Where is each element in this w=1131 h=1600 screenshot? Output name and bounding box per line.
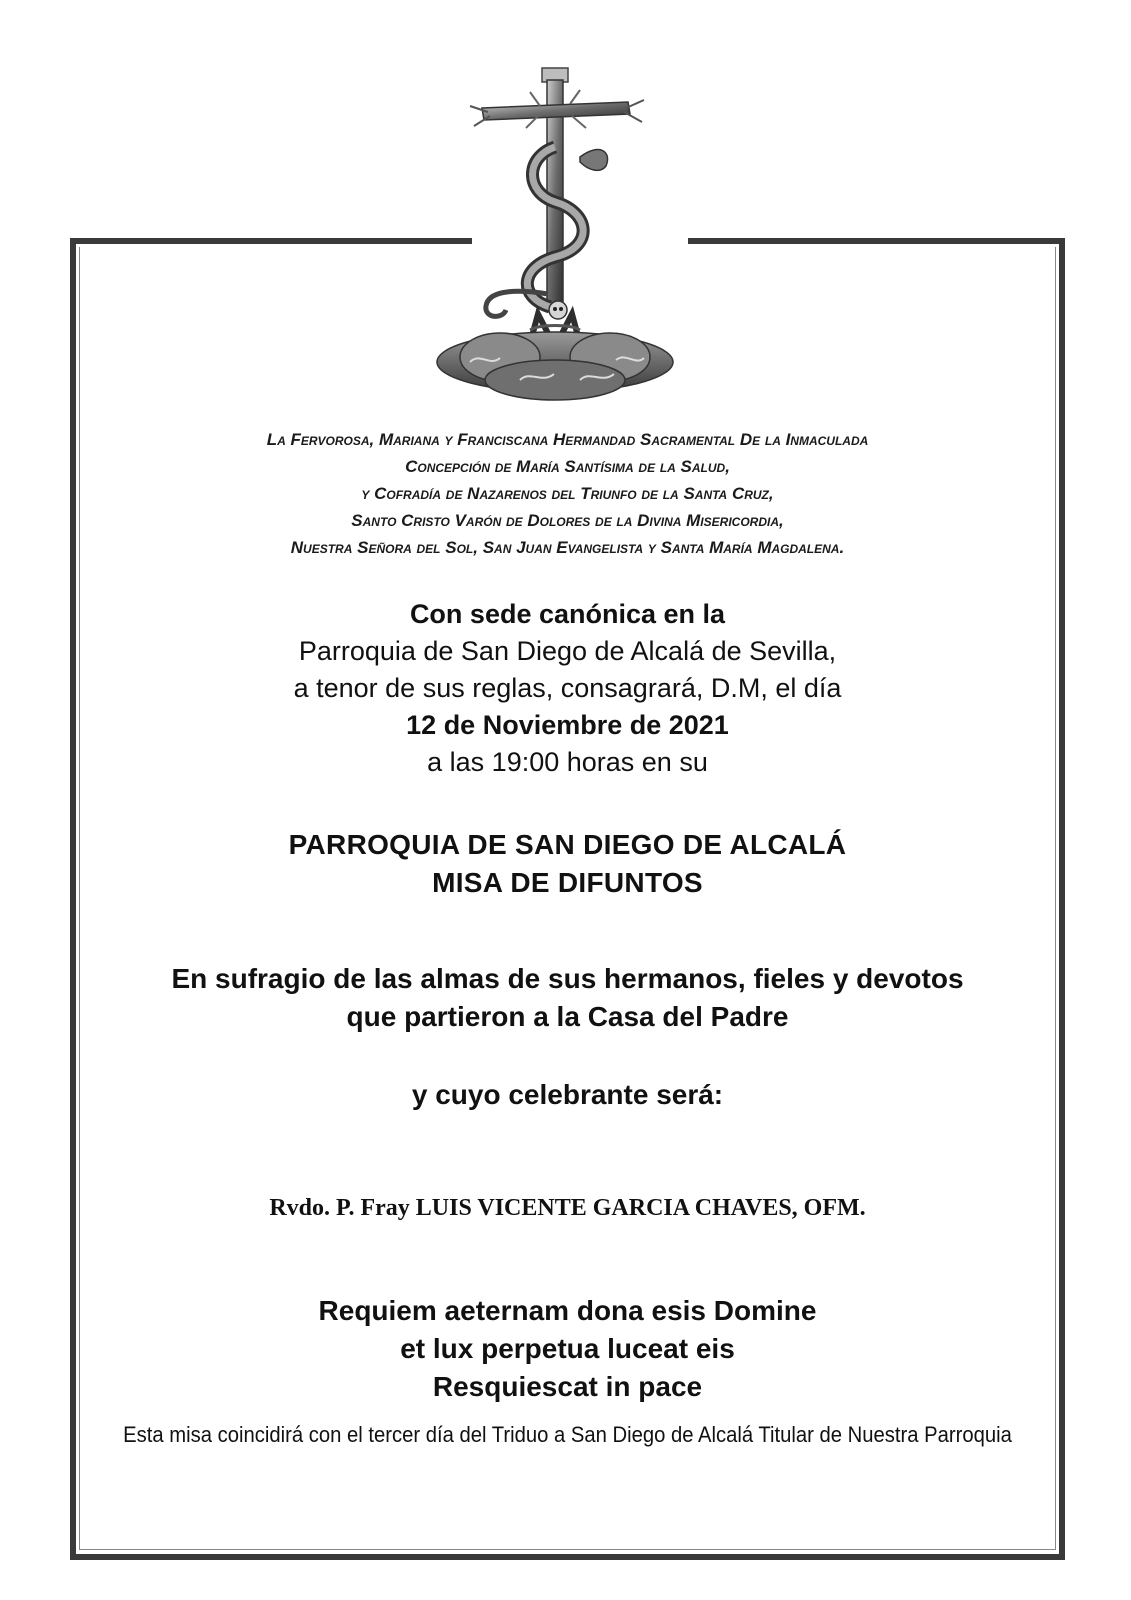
event-time: a las 19:00 horas en su — [427, 747, 708, 777]
sede-parish: Parroquia de San Diego de Alcalá de Sevilla, — [298, 636, 837, 666]
brotherhood-name — [80, 426, 1055, 561]
sufragio-line: que partieron a la Casa del Padre — [346, 1001, 789, 1032]
parish-name: PARROQUIA DE SAN DIEGO DE ALCALÁ — [288, 829, 847, 860]
frame-top-right-border — [688, 238, 1065, 244]
frame-bottom-border — [70, 1554, 1065, 1560]
cross-serpent-monogram-emblem-icon — [430, 62, 680, 412]
brotherhood-line: Concepción de María Santísima de la Salud, — [405, 457, 730, 476]
frame-left-border — [70, 238, 76, 1560]
sede-section — [80, 596, 1055, 781]
sufragio-section — [80, 960, 1055, 1036]
brotherhood-line: La Fervorosa, Mariana y Franciscana Hermandad Sacramental De la Inmaculada — [266, 430, 869, 449]
requiem-line: Requiem aeternam dona esis Domine — [318, 1295, 817, 1326]
event-date: 12 de Noviembre de 2021 — [406, 710, 729, 740]
requiem-line: Resquiescat in pace — [432, 1371, 703, 1402]
brotherhood-line: Santo Cristo Varón de Dolores de la Divina Misericordia, — [351, 511, 784, 530]
brotherhood-line: y Cofradía de Nazarenos del Triunfo de la Santa Cruz, — [361, 484, 774, 503]
footer-note: Esta misa coincidirá con el tercer día del Triduo a San Diego de Alcalá Titular de Nuestra Parroquia — [123, 1422, 1012, 1447]
sufragio-line: En sufragio de las almas de sus hermanos, fieles y devotos — [171, 963, 964, 994]
event-title — [80, 826, 1055, 902]
mass-name: MISA DE DIFUNTOS — [432, 867, 703, 898]
celebrante-label: y cuyo celebrante será: — [411, 1079, 724, 1110]
frame-right-border — [1059, 238, 1065, 1560]
priest-name: Rvdo. P. Fray LUIS VICENTE GARCIA CHAVES, OFM. — [269, 1195, 866, 1221]
brotherhood-line: Nuestra Señora del Sol, San Juan Evangelista y Santa María Magdalena. — [290, 538, 845, 557]
sede-intro: Con sede canónica en la — [409, 599, 726, 629]
sede-consecration: a tenor de sus reglas, consagrará, D.M, el día — [293, 673, 842, 703]
requiem-prayer — [80, 1292, 1055, 1406]
requiem-line: et lux perpetua luceat eis — [400, 1333, 735, 1364]
frame-top-left-border — [70, 238, 472, 244]
